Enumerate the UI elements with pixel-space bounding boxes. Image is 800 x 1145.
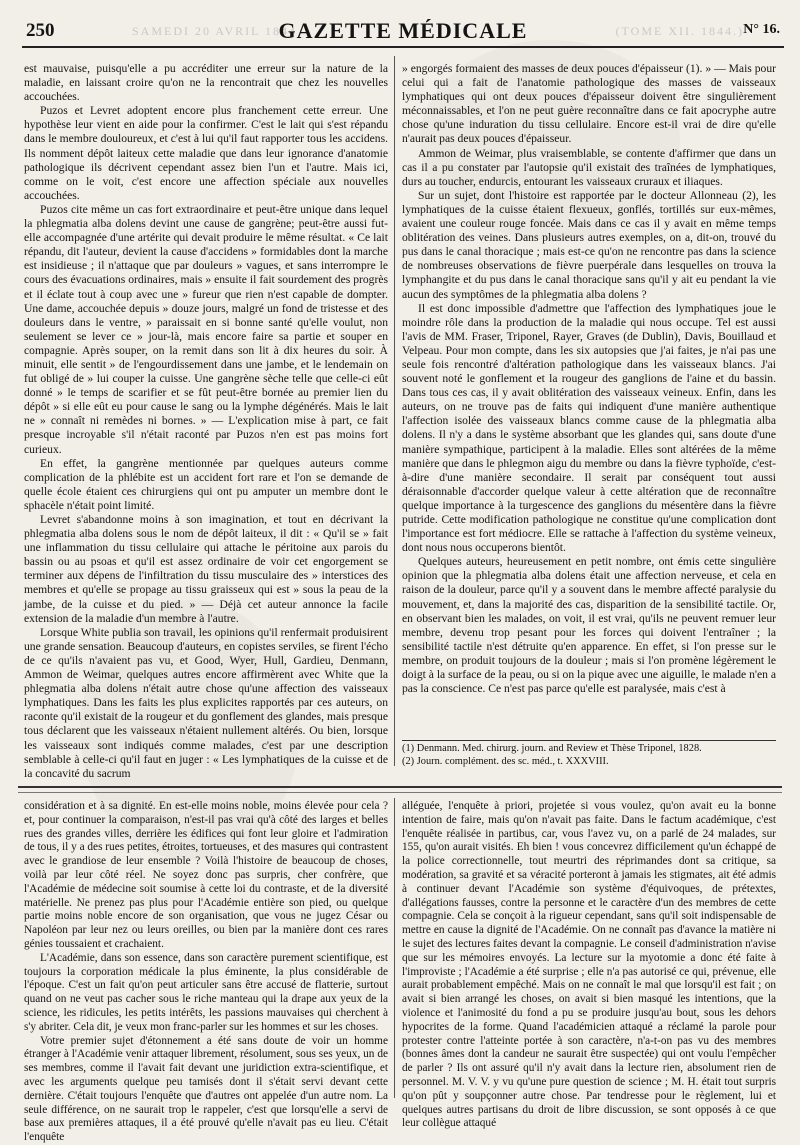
paragraph: Sur un sujet, dont l'histoire est rapportée par le docteur Allonneau (2), les lymphatiques de la cuisse étaient flexueux, gonflés, tortillés sur eux-mêmes, avaient une couleur rouge foncée. Mais dans ce cas il y avait en même temps oblitération des veines. Dans plusieurs autres exemples, on a, dit-on, trouvé du pus dans le canal thoracique ; mais est-ce qu'on ne rencontre pas dans la science de nombreuses observations de fièvre puerpérale dans lesquelles on trouva la lymphangite et du pus dans le canal thoracique sans qu'il y ait eu pendant la vie aucun des symptômes de la phlegmatia alba dolens ?: [402, 188, 776, 301]
paragraph: Puzos et Levret adoptent encore plus franchement cette erreur. Une hypothèse leur vient en aide pour la confirmer. C'est le lait qui s'est répandu dans le membre douloureux, et c'est à lui qu'il faut rapporter tous les accidens. Ils nomment dépôt laiteux cette maladie que dans leur ignorance d'anatomie pathologique ils décrivent cependant assez bien l'un et l'autre. Mais ici, comme on le voit, c'est encore une affection spéciale aux nouvelles accouchées.: [24, 104, 388, 202]
paragraph: Puzos cite même un cas fort extraordinaire et peut-être unique dans lequel la phlegmatia alba dolens devint une cause de gangrène; peut-être aussi fut-elle accompagnée d'une artérite qui devait produire le même résultat. « Ce lait répandu, dit l'auteur, devient la cause d'accidens » formidables dont la marche est insidieuse ; il n'attaque que par douleurs » vagues, et sans interrompre le cours des évacuations ordinaires, mais » ensuite il fait sourdement des progrès et il éclate tout à coup avec une » fureur que rien n'est capable de dompter. Une dame, accouchée depuis » douze jours, malgré un fond de tristesse et des douleurs dans le ventre, » paraissait en si bonne santé qu'elle voulut, non seulement se lever ce » jour-là, mais encore faire sa partie et souper en compagnie. Après souper, on la remit dans son lit à dix heures du soir. À minuit, elle sentit » de l'engourdissement dans une jambe, et le lendemain on fut obligé de » lui couper la cuisse. Une gangrène sèche telle que celle-ci eût donné » le temps de scarifier et se fût peut-être bornée au premier lien du dépôt » si elle eût eu pour cause le sang ou la lymphe dégénérés. Mais le lait ne » connaît ni remèdes ni bornes. » — L'explication mise à part, ce fait presque incroyable s'il n'était raconté par Puzos n'en est pas moins fort curieux.: [24, 202, 388, 456]
paragraph: En effet, la gangrène mentionnée par quelques auteurs comme complication de la phlébite est un accident fort rare et l'on se demande de quelle école étaient ces chirurgiens qui ont pu amputer un membre dont le sphacèle n'était point limité.: [24, 456, 388, 512]
footnote: (2) Journ. complément. des sc. méd., t. XXXVIII.: [402, 755, 609, 767]
article-column-left: [24, 62, 388, 780]
footnotes: [402, 740, 776, 768]
journal-title: GAZETTE MÉDICALE: [278, 18, 528, 43]
feuilleton-column-left: [24, 800, 388, 1144]
section-divider: [18, 792, 782, 793]
page-number: 250: [26, 20, 55, 41]
paragraph: est mauvaise, puisqu'elle a pu accréditer une erreur sur la nature de la maladie, en laissant croire qu'on ne la rencontrait que chez les nouvelles accouchées.: [24, 62, 388, 104]
paragraph: Ammon de Weimar, plus vraisemblable, se contente d'affirmer que dans un cas il a pu constater par l'autopsie qu'il existait des traînées de lymphatiques, durs au toucher, endurcis, entourant les vaisseaux cruraux et iliaques.: [402, 146, 776, 188]
bleed-through-text: (TOME XII. 1844.): [615, 24, 744, 38]
feuilleton-column-right: [402, 800, 776, 1130]
article-column-right: [402, 62, 776, 734]
paragraph: Votre premier sujet d'étonnement a été sans doute de voir un homme étranger à l'Académie venir attaquer librement, résolument, sous ses yeux, un de ses membres, comme il l'avait fait devant une juridiction extra-scientifique, et avec les arguments quelque peu tamisés dont il s'était servi devant cette dernière. C'était toujours l'enquête que d'autres ont appelée d'un autre nom. La seule différence, on ne saurait trop le rappeler, c'est que lorsqu'elle a servi de base aux premières attaques, il a été prouvé qu'elle n'avait pas eu lieu. C'était l'enquête: [24, 1034, 388, 1144]
paragraph: Levret s'abandonne moins à son imagination, et tout en décrivant la phlegmatia alba dolens sous le nom de dépôt laiteux, il dit : « Qu'il se » fait une inflammation du tissu cellulaire qui attache le péritoine aux parois du bassin ou au psoas et qu'il est assez ordinaire de voir cet engorgement se terminer aux dépens de l'infiltration du tissu musculaire des » interstices des membres et qu'elle se propage au tissu graisseux qui est » sous la peau de la jambe, de la cuisse et du pied. » — Déjà cet auteur annonce la facile extension de la maladie d'un membre à l'autre.: [24, 513, 388, 625]
issue-number: N° 16.: [743, 22, 780, 37]
column-divider: [394, 56, 395, 766]
paragraph: L'Académie, dans son essence, dans son caractère purement scientifique, est toujours la corporation médicale la plus éminente, la plus considérable de l'époque. C'est un fait qu'on peut articuler sans être accusé de flatterie, surtout quand on ne veut pas cacher sous le riche manteau qui la drape aux yeux de la science, les ridicules, les petits intérêts, les passions mauvaises qui cherchent à s'y abriter. Cela dit, je veux mon franc-parler sur les hommes et sur les choses.: [24, 951, 388, 1033]
paragraph: Quelques auteurs, heureusement en petit nombre, ont émis cette singulière opinion que la phlegmatia alba dolens était une affection nerveuse, et cela en raison de la douleur, parce qu'il y a souvent dans le membre affecté paralysie du mouvement, et, dans la majorité des cas, disparition de la sensibilité tactile. Or, en observant bien les malades, on voit, il est vrai, qu'ils ne peuvent remuer leur membre, devenu trop pesant pour les forces qui doivent l'entraîner ; la sensibilité tactile n'est détruite qu'en apparence. En effet, si l'on presse sur le membre, on produit toujours de la douleur ; mais si l'on promène légèrement le doigt à la surface de la peau, ou si on la pique avec une aiguille, le malade n'en a pas la conscience. Ce n'est pas parce qu'elle est paralysée, mais c'est à: [402, 555, 776, 696]
section-divider: [18, 786, 782, 788]
paragraph: Il est donc impossible d'admettre que l'affection des lymphatiques joue le moindre rôle dans la production de la maladie qui nous occupe. Tel est aussi l'avis de MM. Fraser, Triponel, Rayer, Graves (de Dublin), Davis, Bouillaud et Velpeau. Pour mon compte, dans les six autopsies que j'ai faites, je n'ai pas une seule fois rencontré d'altération pathologique dans les vaisseaux blancs. J'ai souvent noté le gonflement et la rougeur des ganglions de l'aine et du bassin. Dans tous ces cas, il y avait oblitération des vaisseaux veineux. Enfin, dans les auteurs, on ne trouve pas de faits qui indiquent d'une manière authentique l'affection isolée des vaisseaux blancs comme cause de la phlegmatia alba dolens. Il n'y a dans le système absorbant que les glandes qui, sans doute d'une manière sympathique, participent à la maladie. Elles sont altérées de la même manière que dans le phlegmon aigu du membre ou dans la fièvre typhoïde, c'est-à-dire d'une manière secondaire. Il serait par conséquent tout aussi déraisonnable d'accorder quelque valeur à cette altération que de reconnaître quelque importance à la turgescence des ganglions du mésentère dans la fièvre putride. Cette modification pathologique ne constitue qu'une complication dont l'importance est fort médiocre. Elle se rattache à l'affection du système veineux, dont nous nous occuperons bientôt.: [402, 301, 776, 555]
paragraph: » engorgés formaient des masses de deux pouces d'épaisseur (1). » — Mais pour celui qui a fait de l'anatomie pathologique des masses de vaisseaux lymphatiques qui ont deux pouces d'épaisseur doivent être singulièrement méconnaissables, et l'on ne peut guère reconnaître dans ce fait apocryphe autre chose qu'une induration du tissu cellulaire. Encore est-il vrai de dire qu'elle n'aurait pas deux pouces d'épaisseur.: [402, 62, 776, 146]
column-divider: [394, 798, 395, 1098]
paragraph: alléguée, l'enquête à priori, projetée si vous voulez, qu'on avait eu la bonne intention de faire, mais qu'on n'avait pas faite. Dans le factum académique, c'est l'enquête réalisée in partibus, car, vous l'avez vu, on a parlé de 24 malades, sur 155, qu'on aurait visités. Eh bien ! vous concevrez difficilement qu'un échappé de la police correctionnelle, tout meurtri des réprimandes dont sa critique, sa modération, sa gravité et sa véracité porteront à jamais les stigmates, ait été admis à continuer devant l'Académie son système d'équivoques, de prétextes, d'allégations fausses, contre la personne et le caractère d'un des membres de cette compagnie. Cela se conçoit à la rigueur cependant, sans qu'il soit indispensable de mettre en cause la dignité de l'Académie. On ne connaît pas d'avance la matière ni le sujet des lectures faites devant la compagnie. Le conseil d'administration n'avise que sur les mémoires envoyés. La lecture sur la myotomie a donc été faite à l'improviste ; l'Académie a été surprise ; elle n'a pas autorisé ce qui, prévenue, elle aurait probablement empêché. Mais on ne connaît le mal que lorsqu'il est fait ; on avait si bien arrangé les choses, on avait si bien masqué les intentions, que la violence et l'animosité du fond a pu se produire jusqu'au bout, sous les dehors hypocrites de la forme. Quand l'académicien attaqué a réclamé la parole pour protester contre l'atteinte portée à son caractère, n'a-t-on pas vu des membres (bonnes âmes dont la candeur ne saurait être suspectée) qui ont voulu l'empêcher de parler ? Ils ont assuré qu'il n'y avait dans la lecture rien, absolument rien de personnel. M. V. V. y vu qu'une pure question de science ; M. H. était tout surpris qu'on pût y soupçonner autre chose. Par tendresse pour le règlement, lui et quelques autres partisans du droit de libre discussion, se sont opposés à ce que leur collègue attaqué: [402, 800, 776, 1130]
page-header: [22, 10, 784, 48]
footnote: (1) Denmann. Med. chirurg. journ. and Review et Thèse Triponel, 1828.: [402, 743, 702, 754]
bleed-through-text: SAMEDI 20 AVRIL 1844: [132, 24, 298, 38]
paragraph: considération et à sa dignité. En est-elle moins noble, moins élevée pour cela ? et, pour continuer la comparaison, n'est-il pas vrai qu'à côté des larges et belles rues des grandes villes, derrière les édifices qui font leur gloire et l'admiration de tous, il y a des rues petites, étroites, tortueuses, et des masures qui contrastent avec le grandiose de leur ensemble ? Voilà l'histoire de beaucoup de choses, voilà par leur côté réel. Ne soyez donc pas surpris, cher confrère, que l'Académie de médecine soit soumise à cette loi du contraste, et de la diversité matérielle. Ne prenez pas plus pour l'Académie entière son pied, ou quelque partie moins noble encore de son organisation, que vous ne jugez César ou Napoléon par leur nez ou leurs oreilles, ou bien par la manière dont ces rares génies toussaient et crachaient.: [24, 800, 388, 950]
paragraph: Lorsque White publia son travail, les opinions qu'il renfermait produisirent une grande sensation. Beaucoup d'auteurs, en copistes serviles, se firent l'écho de ce qu'ils n'avaient pas vu, et Good, Wyer, Hull, Gardieu, Denmann, Ammon de Weimar, quelques autres encore affirmèrent avec White que la phlegmatia alba dolens n'était autre chose qu'une affection des vaisseaux lymphatiques. Dans les faits les plus explicites rapportés par ces auteurs, on raconte qu'il existait de la rougeur et du gonflement des glandes, mais presque tous déclarent que les vaisseaux n'étaient nullement altérés. Ou bien, lorsque les vaisseaux sont indiqués comme malades, c'est par une description semblable à celle-ci qu'il faut en juger : « Les lymphatiques de la cuisse et de la concavité du sacrum: [24, 625, 388, 780]
